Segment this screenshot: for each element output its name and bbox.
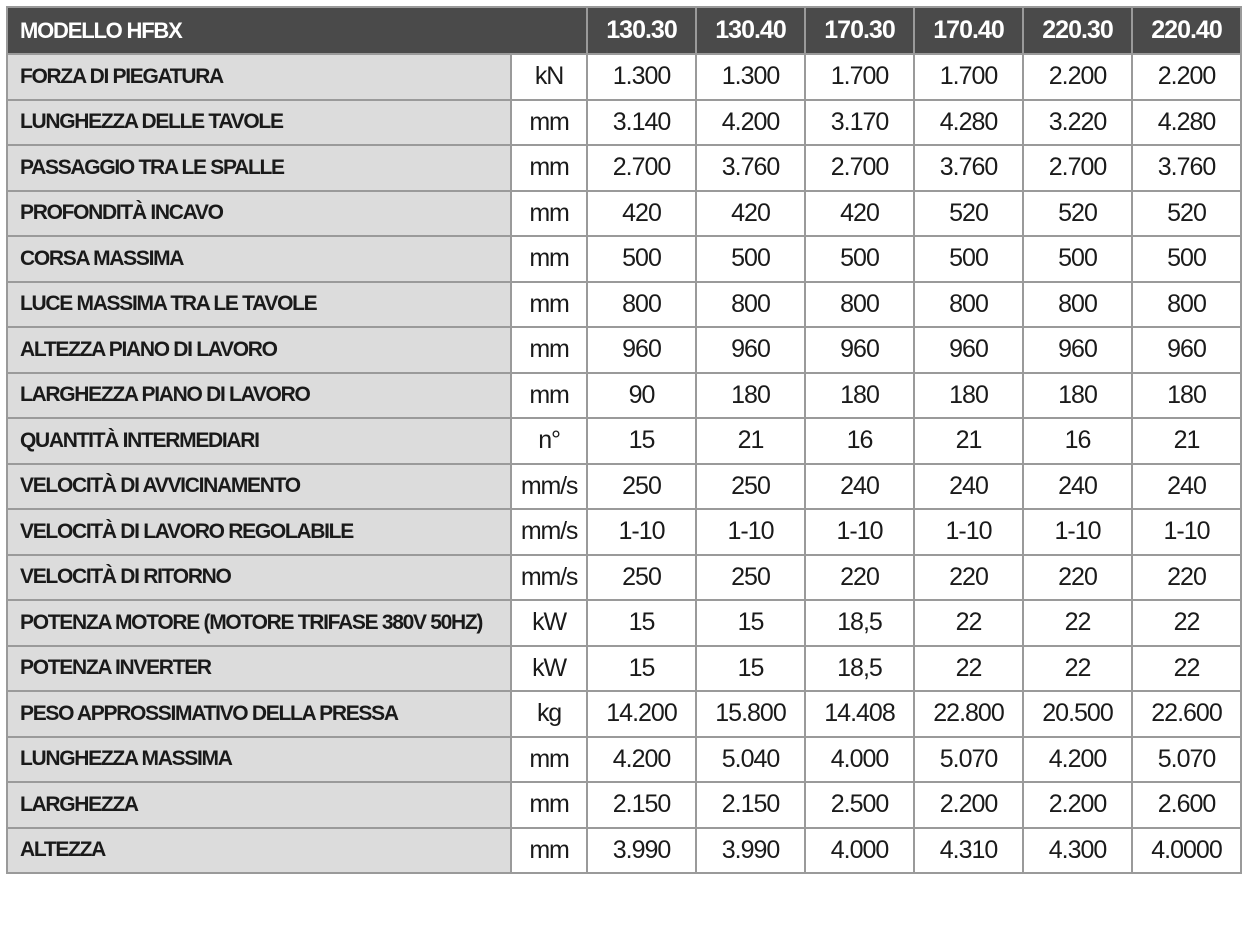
parameter-name: POTENZA INVERTER xyxy=(7,646,511,692)
value-cell: 14.200 xyxy=(587,691,696,737)
value-cell: 3.990 xyxy=(696,828,805,874)
unit-cell: mm xyxy=(511,737,587,783)
unit-cell: kg xyxy=(511,691,587,737)
value-cell: 4.000 xyxy=(805,828,914,874)
unit-cell: kW xyxy=(511,646,587,692)
value-cell: 180 xyxy=(1132,373,1241,419)
value-cell: 1-10 xyxy=(1132,509,1241,555)
value-cell: 800 xyxy=(587,282,696,328)
parameter-name: VELOCITÀ DI RITORNO xyxy=(7,555,511,601)
table-row xyxy=(7,600,1241,646)
model-column-header: 170.40 xyxy=(914,7,1023,54)
value-cell: 4.300 xyxy=(1023,828,1132,874)
parameter-name: PASSAGGIO TRA LE SPALLE xyxy=(7,145,511,191)
parameter-name: LUCE MASSIMA TRA LE TAVOLE xyxy=(7,282,511,328)
table-row xyxy=(7,828,1241,874)
value-cell: 15 xyxy=(587,418,696,464)
value-cell: 220 xyxy=(914,555,1023,601)
parameter-name: LARGHEZZA PIANO DI LAVORO xyxy=(7,373,511,419)
value-cell: 1.300 xyxy=(696,54,805,100)
unit-cell: mm xyxy=(511,100,587,146)
table-header xyxy=(7,7,1241,54)
unit-cell: mm/s xyxy=(511,464,587,510)
unit-cell: mm xyxy=(511,282,587,328)
value-cell: 960 xyxy=(696,327,805,373)
value-cell: 520 xyxy=(1023,191,1132,237)
value-cell: 2.200 xyxy=(1132,54,1241,100)
value-cell: 15 xyxy=(696,646,805,692)
value-cell: 2.700 xyxy=(587,145,696,191)
unit-cell: mm xyxy=(511,828,587,874)
parameter-name: CORSA MASSIMA xyxy=(7,236,511,282)
value-cell: 960 xyxy=(914,327,1023,373)
model-column-header: 130.30 xyxy=(587,7,696,54)
value-cell: 4.280 xyxy=(914,100,1023,146)
value-cell: 2.150 xyxy=(587,782,696,828)
value-cell: 180 xyxy=(696,373,805,419)
value-cell: 18,5 xyxy=(805,646,914,692)
value-cell: 15 xyxy=(587,646,696,692)
value-cell: 1.700 xyxy=(805,54,914,100)
parameter-name: LUNGHEZZA MASSIMA xyxy=(7,737,511,783)
value-cell: 4.200 xyxy=(1023,737,1132,783)
value-cell: 4.0000 xyxy=(1132,828,1241,874)
parameter-name: ALTEZZA xyxy=(7,828,511,874)
value-cell: 800 xyxy=(696,282,805,328)
header-row xyxy=(7,7,1241,54)
table-row xyxy=(7,327,1241,373)
value-cell: 420 xyxy=(696,191,805,237)
table-row xyxy=(7,191,1241,237)
table-row xyxy=(7,145,1241,191)
value-cell: 22 xyxy=(914,646,1023,692)
parameter-name: LUNGHEZZA DELLE TAVOLE xyxy=(7,100,511,146)
value-cell: 16 xyxy=(805,418,914,464)
value-cell: 180 xyxy=(914,373,1023,419)
unit-cell: mm xyxy=(511,327,587,373)
value-cell: 420 xyxy=(805,191,914,237)
value-cell: 500 xyxy=(1132,236,1241,282)
value-cell: 250 xyxy=(587,555,696,601)
value-cell: 500 xyxy=(1023,236,1132,282)
value-cell: 240 xyxy=(805,464,914,510)
model-column-header: 220.30 xyxy=(1023,7,1132,54)
value-cell: 500 xyxy=(696,236,805,282)
value-cell: 22 xyxy=(1023,646,1132,692)
value-cell: 520 xyxy=(1132,191,1241,237)
unit-cell: mm xyxy=(511,236,587,282)
value-cell: 3.140 xyxy=(587,100,696,146)
value-cell: 2.200 xyxy=(1023,782,1132,828)
spec-table xyxy=(6,6,1242,874)
value-cell: 1-10 xyxy=(805,509,914,555)
value-cell: 2.700 xyxy=(1023,145,1132,191)
value-cell: 240 xyxy=(914,464,1023,510)
unit-cell: mm xyxy=(511,145,587,191)
parameter-name: PESO APPROSSIMATIVO DELLA PRESSA xyxy=(7,691,511,737)
value-cell: 1.700 xyxy=(914,54,1023,100)
value-cell: 16 xyxy=(1023,418,1132,464)
value-cell: 250 xyxy=(587,464,696,510)
value-cell: 180 xyxy=(1023,373,1132,419)
value-cell: 800 xyxy=(1132,282,1241,328)
model-column-header: 130.40 xyxy=(696,7,805,54)
value-cell: 250 xyxy=(696,464,805,510)
value-cell: 4.280 xyxy=(1132,100,1241,146)
value-cell: 22.600 xyxy=(1132,691,1241,737)
table-row xyxy=(7,646,1241,692)
value-cell: 2.200 xyxy=(914,782,1023,828)
value-cell: 240 xyxy=(1023,464,1132,510)
unit-cell: n° xyxy=(511,418,587,464)
unit-cell: kW xyxy=(511,600,587,646)
value-cell: 15 xyxy=(696,600,805,646)
parameter-name: QUANTITÀ INTERMEDIARI xyxy=(7,418,511,464)
value-cell: 5.040 xyxy=(696,737,805,783)
table-body xyxy=(7,54,1241,873)
value-cell: 960 xyxy=(1132,327,1241,373)
table-row xyxy=(7,373,1241,419)
value-cell: 15 xyxy=(587,600,696,646)
value-cell: 22 xyxy=(1132,600,1241,646)
table-row xyxy=(7,282,1241,328)
value-cell: 18,5 xyxy=(805,600,914,646)
value-cell: 3.990 xyxy=(587,828,696,874)
unit-cell: mm/s xyxy=(511,555,587,601)
value-cell: 21 xyxy=(696,418,805,464)
value-cell: 250 xyxy=(696,555,805,601)
table-row xyxy=(7,691,1241,737)
value-cell: 240 xyxy=(1132,464,1241,510)
value-cell: 22 xyxy=(1132,646,1241,692)
value-cell: 520 xyxy=(914,191,1023,237)
value-cell: 3.760 xyxy=(696,145,805,191)
value-cell: 960 xyxy=(587,327,696,373)
table-row xyxy=(7,54,1241,100)
value-cell: 21 xyxy=(1132,418,1241,464)
value-cell: 1-10 xyxy=(914,509,1023,555)
value-cell: 2.150 xyxy=(696,782,805,828)
parameter-name: PROFONDITÀ INCAVO xyxy=(7,191,511,237)
value-cell: 800 xyxy=(805,282,914,328)
model-header-label: MODELLO HFBX xyxy=(7,7,587,54)
parameter-name: ALTEZZA PIANO DI LAVORO xyxy=(7,327,511,373)
value-cell: 2.200 xyxy=(1023,54,1132,100)
table-row xyxy=(7,236,1241,282)
model-column-header: 170.30 xyxy=(805,7,914,54)
value-cell: 22.800 xyxy=(914,691,1023,737)
value-cell: 1.300 xyxy=(587,54,696,100)
unit-cell: mm xyxy=(511,191,587,237)
value-cell: 5.070 xyxy=(914,737,1023,783)
value-cell: 90 xyxy=(587,373,696,419)
value-cell: 420 xyxy=(587,191,696,237)
value-cell: 2.500 xyxy=(805,782,914,828)
table-row xyxy=(7,782,1241,828)
value-cell: 2.700 xyxy=(805,145,914,191)
unit-cell: mm/s xyxy=(511,509,587,555)
value-cell: 3.760 xyxy=(914,145,1023,191)
table-row xyxy=(7,464,1241,510)
value-cell: 4.200 xyxy=(587,737,696,783)
value-cell: 960 xyxy=(805,327,914,373)
parameter-name: LARGHEZZA xyxy=(7,782,511,828)
value-cell: 3.220 xyxy=(1023,100,1132,146)
parameter-name: VELOCITÀ DI AVVICINAMENTO xyxy=(7,464,511,510)
value-cell: 2.600 xyxy=(1132,782,1241,828)
parameter-name: VELOCITÀ DI LAVORO REGOLABILE xyxy=(7,509,511,555)
value-cell: 1-10 xyxy=(1023,509,1132,555)
value-cell: 220 xyxy=(1132,555,1241,601)
value-cell: 21 xyxy=(914,418,1023,464)
value-cell: 4.000 xyxy=(805,737,914,783)
value-cell: 500 xyxy=(805,236,914,282)
value-cell: 3.170 xyxy=(805,100,914,146)
value-cell: 800 xyxy=(914,282,1023,328)
value-cell: 220 xyxy=(1023,555,1132,601)
table-row xyxy=(7,509,1241,555)
model-column-header: 220.40 xyxy=(1132,7,1241,54)
value-cell: 1-10 xyxy=(696,509,805,555)
unit-cell: kN xyxy=(511,54,587,100)
parameter-name: POTENZA MOTORE (MOTORE TRIFASE 380V 50HZ) xyxy=(7,600,511,646)
value-cell: 15.800 xyxy=(696,691,805,737)
value-cell: 180 xyxy=(805,373,914,419)
value-cell: 22 xyxy=(914,600,1023,646)
value-cell: 960 xyxy=(1023,327,1132,373)
unit-cell: mm xyxy=(511,373,587,419)
parameter-name: FORZA DI PIEGATURA xyxy=(7,54,511,100)
value-cell: 22 xyxy=(1023,600,1132,646)
table-row xyxy=(7,555,1241,601)
value-cell: 4.200 xyxy=(696,100,805,146)
value-cell: 800 xyxy=(1023,282,1132,328)
table-row xyxy=(7,418,1241,464)
table-row xyxy=(7,737,1241,783)
value-cell: 500 xyxy=(587,236,696,282)
value-cell: 1-10 xyxy=(587,509,696,555)
value-cell: 5.070 xyxy=(1132,737,1241,783)
unit-cell: mm xyxy=(511,782,587,828)
value-cell: 14.408 xyxy=(805,691,914,737)
value-cell: 500 xyxy=(914,236,1023,282)
value-cell: 3.760 xyxy=(1132,145,1241,191)
value-cell: 220 xyxy=(805,555,914,601)
value-cell: 4.310 xyxy=(914,828,1023,874)
value-cell: 20.500 xyxy=(1023,691,1132,737)
table-row xyxy=(7,100,1241,146)
